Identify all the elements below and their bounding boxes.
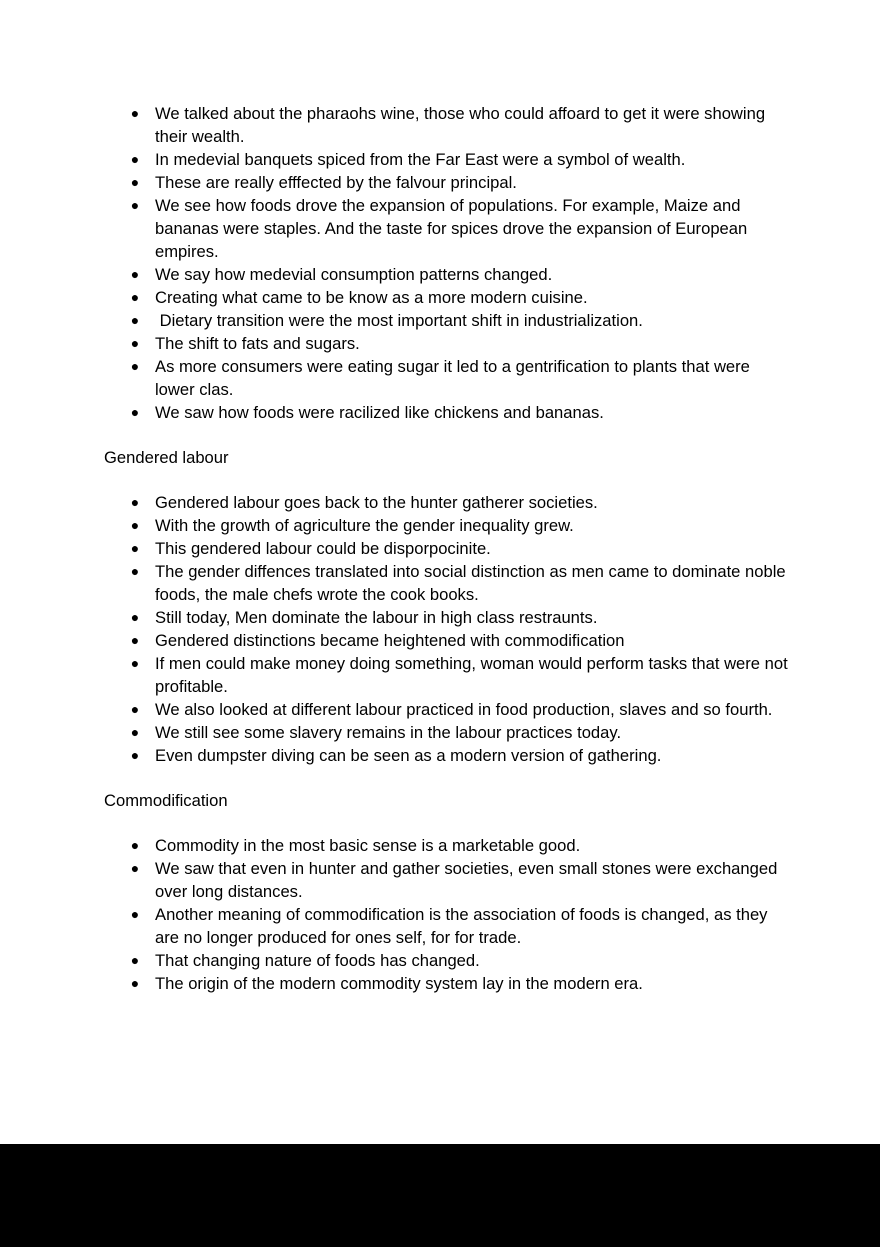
list-item xyxy=(104,949,794,972)
list-item xyxy=(104,332,794,355)
list-item-text: These are really efffected by the falvour principal. xyxy=(155,173,517,192)
list-item-text: The origin of the modern commodity system lay in the modern era. xyxy=(155,974,643,993)
list-item-text: The shift to fats and sugars. xyxy=(155,334,360,353)
list-item-text: We saw how foods were racilized like chickens and bananas. xyxy=(155,403,604,422)
list-item xyxy=(104,537,794,560)
bullet-icon: ● xyxy=(130,609,140,625)
bullet-icon: ● xyxy=(130,494,140,510)
list-item-text: In medevial banquets spiced from the Far East were a symbol of wealth. xyxy=(155,150,686,169)
list-item xyxy=(104,903,794,949)
bullet-icon: ● xyxy=(130,906,140,922)
bullet-icon: ● xyxy=(130,517,140,533)
bullet-list-gendered-labour xyxy=(104,491,794,767)
bullet-list-commodification xyxy=(104,834,794,995)
bullet-icon: ● xyxy=(130,655,140,671)
bullet-icon: ● xyxy=(130,174,140,190)
list-item xyxy=(104,401,794,424)
list-item-text: We saw that even in hunter and gather societies, even small stones were exchanged over long distances. xyxy=(155,859,778,901)
list-item-text: That changing nature of foods has changed. xyxy=(155,951,480,970)
list-item-text: Creating what came to be know as a more modern cuisine. xyxy=(155,288,588,307)
list-item xyxy=(104,744,794,767)
list-item-text: We say how medevial consumption patterns changed. xyxy=(155,265,553,284)
bullet-icon: ● xyxy=(130,197,140,213)
section-heading-gendered-labour: Gendered labour xyxy=(104,448,229,467)
list-item-text: We also looked at different labour practiced in food production, slaves and so fourth. xyxy=(155,700,773,719)
bullet-icon: ● xyxy=(130,335,140,351)
list-item xyxy=(104,194,794,263)
list-item-text: Even dumpster diving can be seen as a modern version of gathering. xyxy=(155,746,662,765)
bullet-icon: ● xyxy=(130,860,140,876)
bullet-icon: ● xyxy=(130,724,140,740)
list-item-text: As more consumers were eating sugar it led to a gentrification to plants that were lower clas. xyxy=(155,357,750,399)
bullet-icon: ● xyxy=(130,952,140,968)
list-item xyxy=(104,606,794,629)
list-item xyxy=(104,698,794,721)
bullet-icon: ● xyxy=(130,151,140,167)
list-item xyxy=(104,514,794,537)
list-item xyxy=(104,309,794,332)
bullet-icon: ● xyxy=(130,747,140,763)
list-item-text: Dietary transition were the most important shift in industrialization. xyxy=(155,311,643,330)
list-item-text: We talked about the pharaohs wine, those who could affoard to get it were showing their wealth. xyxy=(155,104,766,146)
list-item-text: With the growth of agriculture the gender inequality grew. xyxy=(155,516,574,535)
bullet-icon: ● xyxy=(130,266,140,282)
list-item-text: Gendered distinctions became heightened with commodification xyxy=(155,631,625,650)
list-item xyxy=(104,102,794,148)
bullet-list-intro xyxy=(104,102,794,424)
bullet-icon: ● xyxy=(130,540,140,556)
list-item xyxy=(104,171,794,194)
bullet-icon: ● xyxy=(130,105,140,121)
list-item-text: If men could make money doing something, woman would perform tasks that were not profitable. xyxy=(155,654,788,696)
list-item-text: This gendered labour could be disporpocinite. xyxy=(155,539,491,558)
section-heading-commodification: Commodification xyxy=(104,791,228,810)
list-item xyxy=(104,972,794,995)
list-item-text: Another meaning of commodification is the association of foods is changed, as they are no longer produced for ones self, for for trade. xyxy=(155,905,768,947)
bullet-icon: ● xyxy=(130,975,140,991)
list-item xyxy=(104,857,794,903)
bullet-icon: ● xyxy=(130,312,140,328)
list-item xyxy=(104,629,794,652)
bullet-icon: ● xyxy=(130,632,140,648)
bullet-icon: ● xyxy=(130,837,140,853)
list-item-text: Commodity in the most basic sense is a marketable good. xyxy=(155,836,581,855)
list-item-text: We see how foods drove the expansion of populations. For example, Maize and bananas were staples. And the taste for spices drove the expansion of European empires. xyxy=(155,196,748,261)
bottom-black-band xyxy=(0,1144,880,1247)
list-item-text: The gender diffences translated into social distinction as men came to dominate noble foods, the male chefs wrote the cook books. xyxy=(155,562,786,604)
bullet-icon: ● xyxy=(130,701,140,717)
list-item xyxy=(104,286,794,309)
list-item xyxy=(104,355,794,401)
list-item xyxy=(104,263,794,286)
list-item-text: Still today, Men dominate the labour in high class restraunts. xyxy=(155,608,598,627)
bullet-icon: ● xyxy=(130,289,140,305)
bullet-icon: ● xyxy=(130,404,140,420)
list-item-text: We still see some slavery remains in the labour practices today. xyxy=(155,723,622,742)
bullet-icon: ● xyxy=(130,358,140,374)
list-item xyxy=(104,721,794,744)
list-item xyxy=(104,834,794,857)
list-item xyxy=(104,560,794,606)
document-content xyxy=(104,102,794,995)
list-item xyxy=(104,491,794,514)
list-item xyxy=(104,652,794,698)
list-item-text: Gendered labour goes back to the hunter gatherer societies. xyxy=(155,493,598,512)
bullet-icon: ● xyxy=(130,563,140,579)
list-item xyxy=(104,148,794,171)
